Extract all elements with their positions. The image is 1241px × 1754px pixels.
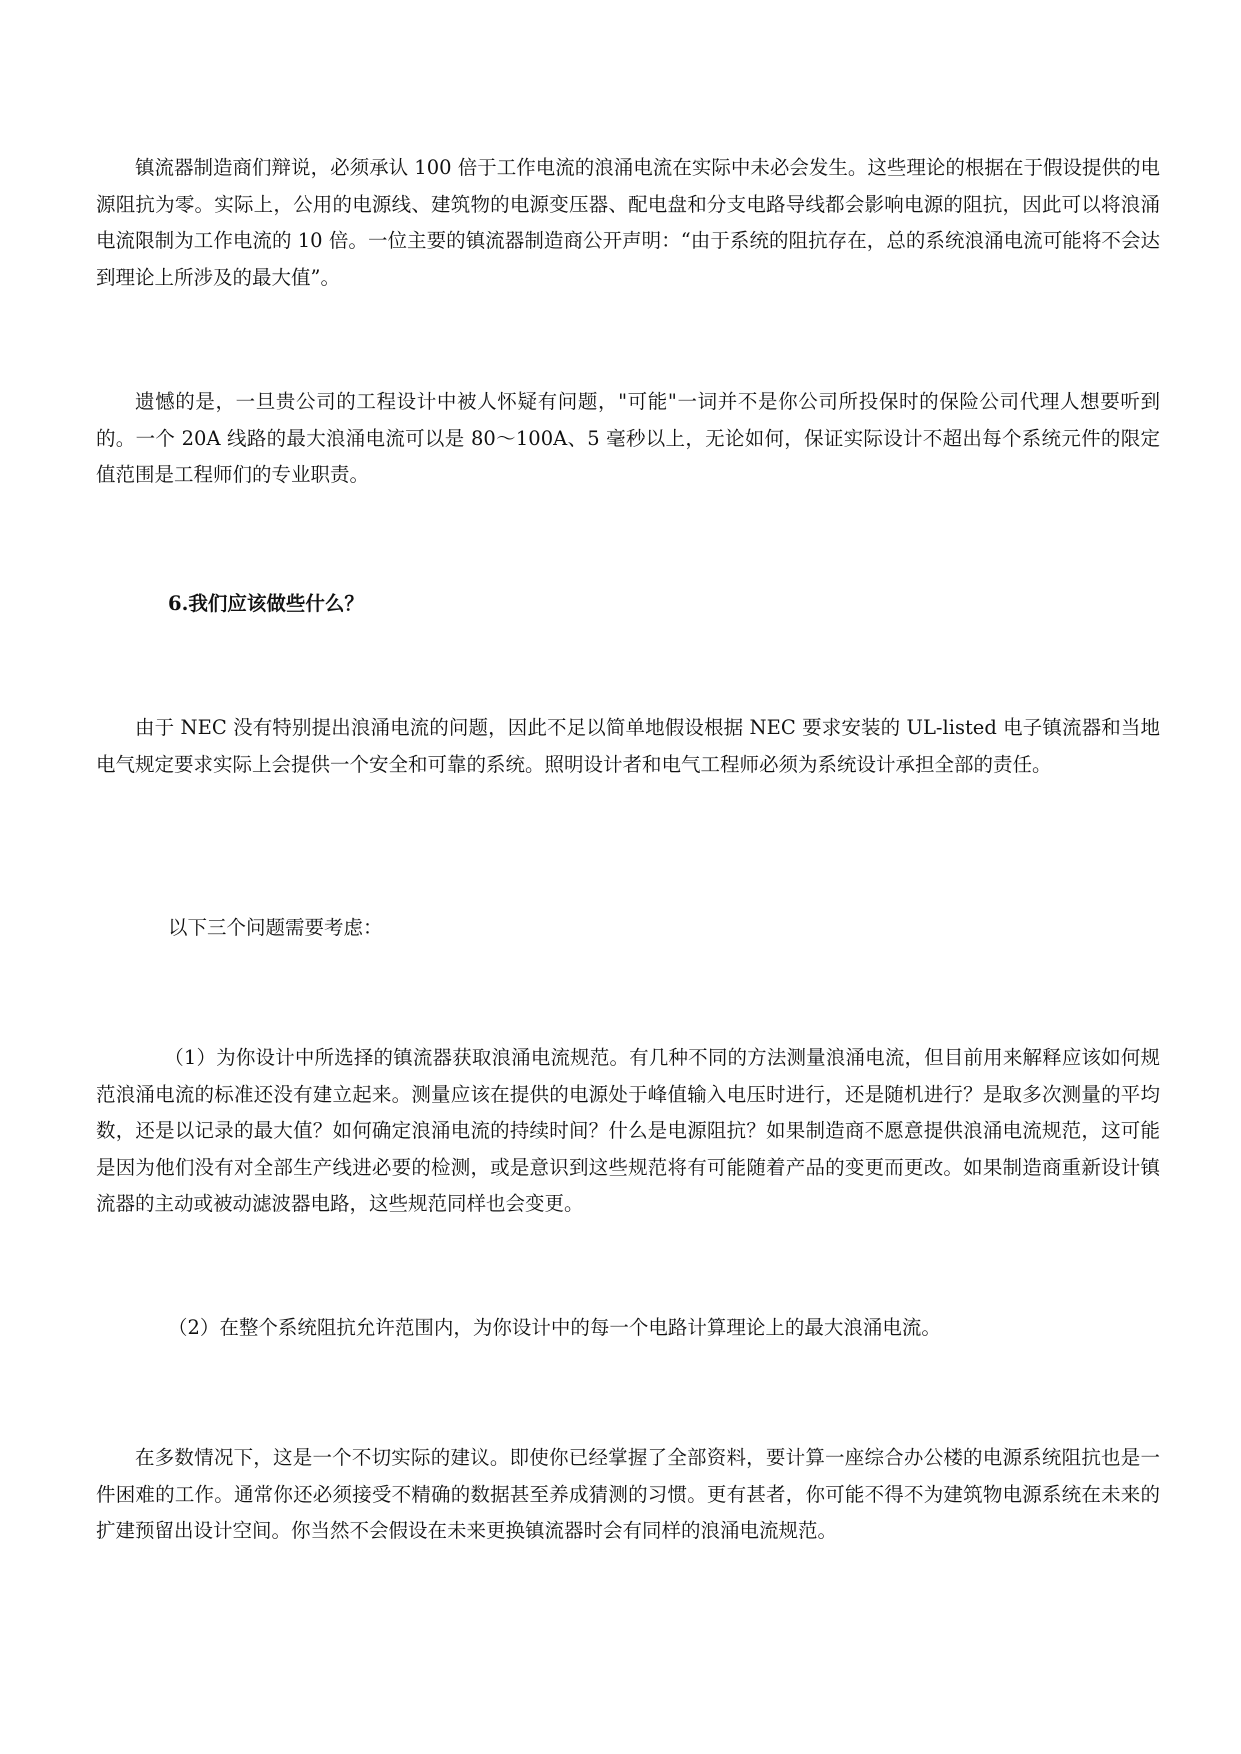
paragraph-item-1: （1）为你设计中所选择的镇流器获取浪涌电流规范。有几种不同的方法测量浪涌电流，但目前用来解释应该如何规范浪涌电流的标准还没有建立起来。测量应该在提供的电源处于峰值输入电压时进行，还是随机进行？是取多次测量的平均数，还是以记录的最大值？如何确定浪涌电流的持续时间？什么是电源阻抗？如果制造商不愿意提供浪涌电流规范，这可能是因为他们没有对全部生产线进必要的检测，或是意识到这些规范将有可能随着产品的变更而更改。如果制造商重新设计镇流器的主动或被动滤波器电路，这些规范同样也会变更。 [96,1046,1160,1215]
section-heading: 6.我们应该做些什么？ [168,592,364,615]
paragraph-nec: 由于 NEC 没有特别提出浪涌电流的问题，因此不足以简单地假设根据 NEC 要求安装的 UL-listed 电子镇流器和当地电气规定要求实际上会提供一个安全和可靠的系统。照明设计者和电气工程师必须为系统设计承担全部的责任。 [96,716,1160,776]
paragraph-regret: 遗憾的是，一旦贵公司的工程设计中被人怀疑有问题，"可能"一词并不是你公司所投保时的保险公司代理人想要听到的。一个 20A 线路的最大浪涌电流可以是 80～100A、5 毫秒以上，无论如何，保证实际设计不超出每个系统元件的限定值范围是工程师们的专业职责。 [96,390,1160,486]
paragraph-item-2: （2）在整个系统阻抗允许范围内，为你设计中的每一个电路计算理论上的最大浪涌电流。 [168,1316,941,1339]
paragraph-impractical: 在多数情况下，这是一个不切实际的建议。即使你已经掌握了全部资料，要计算一座综合办公楼的电源系统阻抗也是一件困难的工作。通常你还必须接受不精确的数据甚至养成猜测的习惯。更有甚者，你可能不得不为建筑物电源系统在未来的扩建预留出设计空间。你当然不会假设在未来更换镇流器时会有同样的浪涌电流规范。 [96,1446,1160,1542]
paragraph-ballast-manufacturers: 镇流器制造商们辩说，必须承认 100 倍于工作电流的浪涌电流在实际中未必会发生。这些理论的根据在于假设提供的电源阻抗为零。实际上，公用的电源线、建筑物的电源变压器、配电盘和分支电路导线都会影响电源的阻抗，因此可以将浪涌电流限制为工作电流的 10 倍。一位主要的镇流器制造商公开声明：“由于系统的阻抗存在，总的系统浪涌电流可能将不会达到理论上所涉及的最大值”。 [96,156,1160,289]
paragraph-considerations: 以下三个问题需要考虑： [168,916,383,939]
